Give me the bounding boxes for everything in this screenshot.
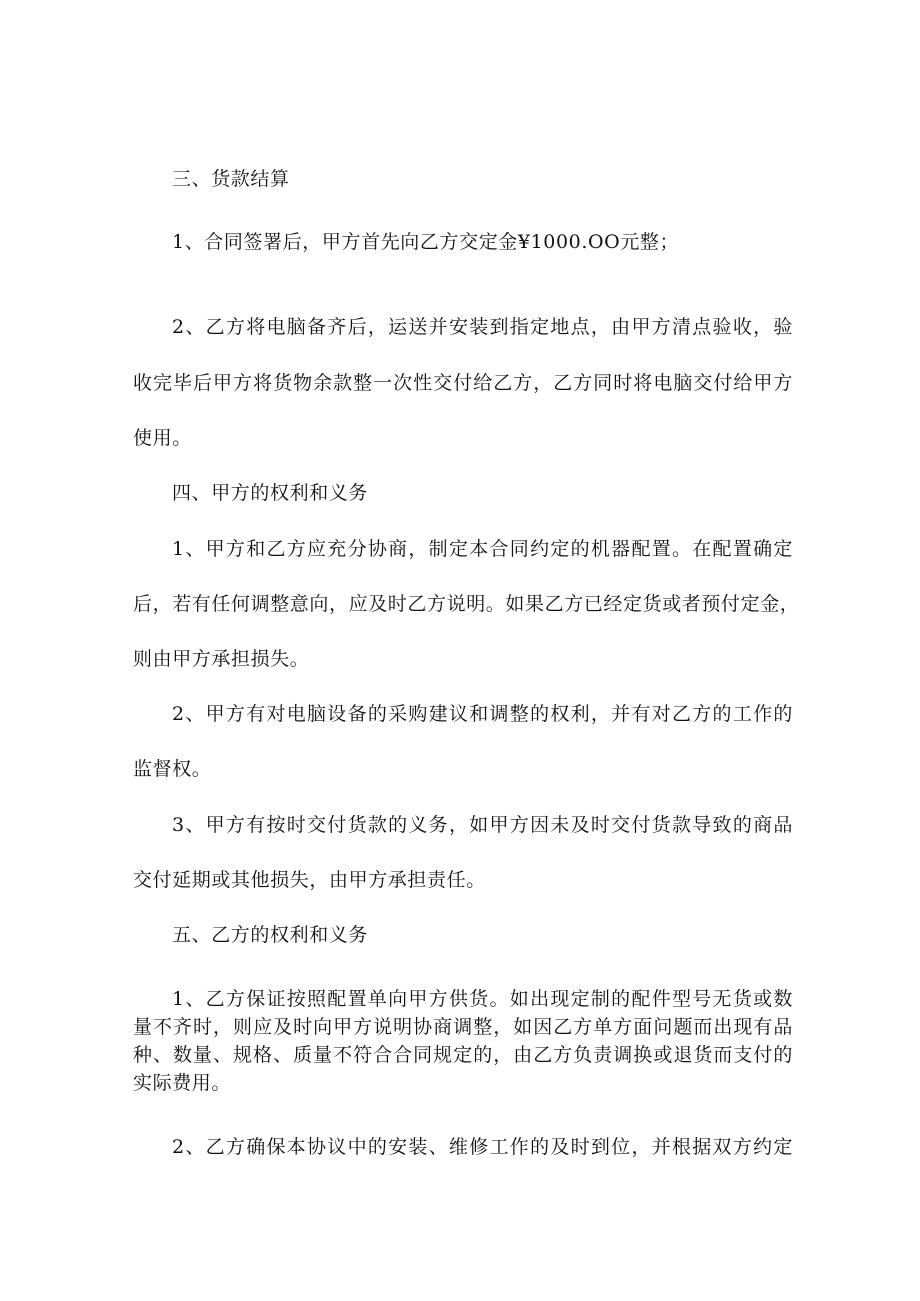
section-4-item-2-line-2: 监督权。 xyxy=(133,758,212,780)
section-5-item-1-line-1: 1、乙方保证按照配置单向甲方供货。如出现定制的配件型号无货或数 xyxy=(172,988,793,1010)
section-5-item-1-line-2: 量不齐时，则应及时向甲方说明协商调整，如因乙方单方面问题而出现有品 xyxy=(133,1016,793,1038)
section-5-item-1-line-4: 实际费用。 xyxy=(133,1072,232,1094)
section-5-heading: 五、乙方的权利和义务 xyxy=(172,924,369,946)
section-3-item-2-line-3: 使用。 xyxy=(133,427,192,449)
section-3-item-2-line-1: 2、乙方将电脑备齐后，运送并安装到指定地点，由甲方清点验收，验 xyxy=(172,316,793,338)
section-3-item-1: 1、合同签署后，甲方首先向乙方交定金¥1000.OO元整； xyxy=(172,231,680,253)
section-4-heading: 四、甲方的权利和义务 xyxy=(172,482,369,504)
section-4-item-1-line-1: 1、甲方和乙方应充分协商，制定本合同约定的机器配置。在配置确定 xyxy=(172,538,793,560)
section-3-item-2-line-2: 收完毕后甲方将货物余款整一次性交付给乙方，乙方同时将电脑交付给甲方 xyxy=(133,372,793,394)
section-4-item-2-line-1: 2、甲方有对电脑设备的采购建议和调整的权利，并有对乙方的工作的 xyxy=(172,703,793,725)
section-3-heading: 三、货款结算 xyxy=(172,168,290,190)
section-5-item-1-line-3: 种、数量、规格、质量不符合合同规定的，由乙方负责调换或退货而支付的 xyxy=(133,1044,793,1066)
section-4-item-1-line-2: 后，若有任何调整意向，应及时乙方说明。如果乙方已经定货或者预付定金， xyxy=(133,593,800,615)
section-4-item-3-line-1: 3、甲方有按时交付货款的义务，如甲方因未及时交付货款导致的商品 xyxy=(172,814,793,836)
section-4-item-1-line-3: 则由甲方承担损失。 xyxy=(133,648,310,670)
section-4-item-3-line-2: 交付延期或其他损失，由甲方承担责任。 xyxy=(133,869,486,891)
section-5-item-2-line-1: 2、乙方确保本协议中的安装、维修工作的及时到位，并根据双方约定 xyxy=(172,1136,793,1158)
